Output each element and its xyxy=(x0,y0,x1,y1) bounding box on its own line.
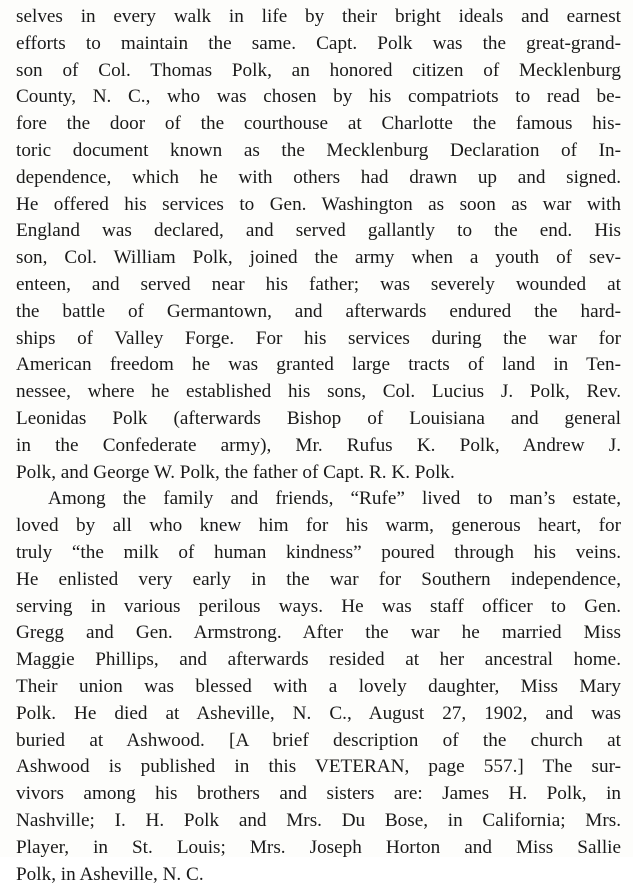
text-line: selves in every walk in life by their bright ideals and earnest xyxy=(16,4,621,31)
text-line: fore the door of the courthouse at Charlotte the famous his- xyxy=(16,111,621,138)
paragraph-polk-lineage xyxy=(16,4,621,486)
text-line: Player, in St. Louis; Mrs. Joseph Horton and Miss Sallie xyxy=(16,835,621,862)
text-line: England was declared, and served gallantly to the end. His xyxy=(16,218,621,245)
text-line: Polk, in Asheville, N. C. xyxy=(16,862,621,888)
text-line: American freedom he was granted large tracts of land in Ten- xyxy=(16,352,621,379)
text-line: enteen, and served near his father; was severely wounded at xyxy=(16,272,621,299)
text-line: Ashwood is published in this VETERAN, page 557.] The sur- xyxy=(16,754,621,781)
text-line: ships of Valley Forge. For his services during the war for xyxy=(16,326,621,353)
text-line: loved by all who knew him for his warm, generous heart, for xyxy=(16,513,621,540)
text-line: Nashville; I. H. Polk and Mrs. Du Bose, in California; Mrs. xyxy=(16,808,621,835)
text-line: Gregg and Gen. Armstrong. After the war he married Miss xyxy=(16,620,621,647)
text-line: County, N. C., who was chosen by his compatriots to read be- xyxy=(16,84,621,111)
text-line: Maggie Phillips, and afterwards resided at her ancestral home. xyxy=(16,647,621,674)
text-line: efforts to maintain the same. Capt. Polk was the great-grand- xyxy=(16,31,621,58)
text-column xyxy=(16,4,621,888)
text-line: serving in various perilous ways. He was staff officer to Gen. xyxy=(16,594,621,621)
text-line: Polk, and George W. Polk, the father of Capt. R. K. Polk. xyxy=(16,460,621,487)
text-line: son of Col. Thomas Polk, an honored citizen of Mecklenburg xyxy=(16,58,621,85)
text-line: He offered his services to Gen. Washington as soon as war with xyxy=(16,192,621,219)
text-line: in the Confederate army), Mr. Rufus K. Polk, Andrew J. xyxy=(16,433,621,460)
text-line: vivors among his brothers and sisters are: James H. Polk, in xyxy=(16,781,621,808)
text-line: Among the family and friends, “Rufe” lived to man’s estate, xyxy=(16,486,621,513)
text-line: He enlisted very early in the war for Southern independence, xyxy=(16,567,621,594)
text-line: Polk. He died at Asheville, N. C., August 27, 1902, and was xyxy=(16,701,621,728)
text-line: buried at Ashwood. [A brief description of the church at xyxy=(16,728,621,755)
text-line: Leonidas Polk (afterwards Bishop of Louisiana and general xyxy=(16,406,621,433)
text-line: Their union was blessed with a lovely daughter, Miss Mary xyxy=(16,674,621,701)
text-line: nessee, where he established his sons, Col. Lucius J. Polk, Rev. xyxy=(16,379,621,406)
text-line: truly “the milk of human kindness” poured through his veins. xyxy=(16,540,621,567)
paragraph-rufe-biography xyxy=(16,486,621,888)
text-line: son, Col. William Polk, joined the army when a youth of sev- xyxy=(16,245,621,272)
text-line: toric document known as the Mecklenburg Declaration of In- xyxy=(16,138,621,165)
text-line: the battle of Germantown, and afterwards endured the hard- xyxy=(16,299,621,326)
text-line: dependence, which he with others had drawn up and signed. xyxy=(16,165,621,192)
